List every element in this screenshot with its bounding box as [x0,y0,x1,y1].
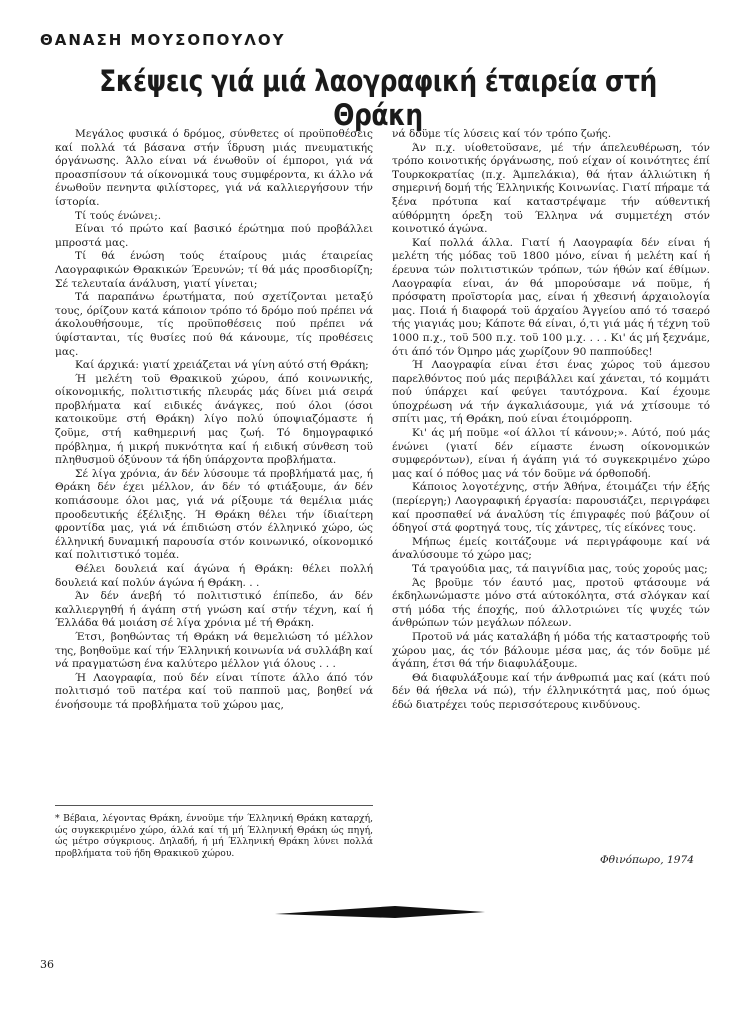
footnote-divider [55,805,373,806]
paragraph: Ή Λαογραφία, πού δέν είναι τίποτε άλλο άπό τόν πολιτισμό τοϋ πατέρα καί τοϋ παπποϋ μας, βοηθεί νά ένοήσουμε τά προβλήματα τοϋ χώρου μας, [55,671,373,711]
footnote: * Βέβαια, λέγοντας Θράκη, έννοϋμε τήν Έλληνική Θράκη καταρχή, ώς συγκεκριμένο χώρο, άλλά καί τή μή Έλληνική Θράκη ώς πηγή, ώς μέτρο σύγκριους. Δηλαδή, ή μή Έλληνική Θράκη λύνει πολλά προβλήματα τοϋ ήδη Θρακικοϋ χώρου. [55,813,373,859]
paragraph: Θέλει δουλειά καί άγώνα ή Θράκη: θέλει πολλή δουλειά καί πολύν άγώνα ή Θράκη. . . [55,563,373,589]
paragraph: Προτοϋ νά μάς καταλάβη ή μόδα τής καταστροφής τοϋ χώρου μας, άς τόν βάλουμε μέσα μας, άς τόν δοϋμε μέ άγάπη, έτσι θά τήν διαφυλάξουμε. [392,630,710,671]
paragraph: Μήπως έμείς κοιτάζουμε νά περιγράφουμε καί νά άναλύσουμε τό χώρο μας; [392,535,710,562]
left-column [55,128,373,713]
paragraph: Άν π.χ. υίοθετοϋσανε, μέ τήν άπελευθέρωση, τόν τρόπο κοινοτικής όργάνωσης, πού είχαν οί κοινότητες έπί Τουρκοκρατίας (π.χ. Άμπελάκια), θά ήταν άλλιώτικη ή σημερινή δομή τής Έλληνικής Κοινωνίας. Γιατί πήραμε τά ξένα πρότυπα καί καταστρέψαμε τήν αύθεντική αύθόρμητη όρεξη τοϋ Έλληνα νά συμμετέχη στόν κοινοτικό άγώνα. [392,141,710,236]
paragraph: Καί άρχικά: γιατί χρειάζεται νά γίνη αύτό στή Θράκη; [75,359,369,372]
paragraph: Σέ λίγα χρόνια, άν δέν λύσουμε τά προβλήματά μας, ή Θράκη δέν έχει μέλλον, άν δέν τό φτιάξουμε, άν δέν κοπιάσουμε όλοι μας, γιά νά ρίξουμε τά θεμέλια μιάς προοδευτικής έξέλιξης. Ή Θράκη θέλει τήν ίδιαίτερη φροντίδα μας, γιά νά έπιδιώση στόν έλληνικό χώρο, ώς έλληνική δυναμική παρουσία στόν κοινωνικό, οίκονομικό καί πολιτιστικό τομέα. [55,467,373,562]
paragraph: Κι' άς μή ποϋμε «οί άλλοι τί κάνουν;». Αύτό, πού μάς ένώνει (γιατί δέν είμαστε ένωση οίκονομικών συμφερόντων), είναι ή άγάπη γιά τό συγκεκριμένο χώρο μας καί ό πόθος μας νά τόν δοϋμε νά όρθοποδή. [392,427,710,480]
paragraph: Έτσι, βοηθώντας τή Θράκη νά θεμελιώση τό μέλλον της, βοηθοϋμε καί τήν Έλληνική κοινωνία νά συλλάβη καί νά πραγματώση ένα καλύτερο μέλλον γιά όλους . . . [55,630,373,671]
paragraph: Τά παραπάνω έρωτήματα, πού σχετίζονται μεταξύ τους, όρίζουν κατά κάποιον τρόπο τό δρόμο πού πρέπει νά άκολουθήσουμε, τίς προϋποθέσεις πού πρέπει νά ύφίστανται, τίς θυσίες πού θά κάνουμε, τίς προθέσεις μας. [55,291,373,358]
paragraph: Άς βροϋμε τόν έαυτό μας, προτοϋ φτάσουμε νά έκδηλωνώμαστε μόνο στά αύτοκόλητα, στά σλόγκαν καί στή μόδα τής έποχής, πού άλλοτριώνει τίς ψυχές τών άνθρώπων τών μεγάλων πόλεων. [392,576,710,630]
article-title: Σκέψεις γιά μιά λαογραφική έταιρεία στή Θράκη [99,64,657,132]
author-name: ΘΑΝΑΣΗ ΜΟΥΣΟΠΟΥΛΟΥ [40,31,286,49]
paragraph: Τί θά ένώση τούς έταίρους μιάς έταιρείας Λαογραφικών Θρακικών Έρευνών; τί θά μάς προσδιορίζη; Σέ τελευταία άνάλυση, γιατί γίνεται; [55,250,373,290]
paragraph: Θά διαφυλάξουμε καί τήν άνθρωπιά μας καί (κάτι πού δέν θά ήθελα νά πώ), τήν έλληνικότητά μας, πού όμως έδώ διατρέχει τούς περισσότερους κινδύνους. [392,671,710,711]
paragraph: Κάποιος λογοτέχνης, στήν Άθήνα, έτοιμάζει τήν έξής (περίεργη;) Λαογραφική έργασία: παρουσιάζει, περιγράφει καί προσπαθεί νά άναλύση τίς έπιγραφές πού βάζουν οί όδηγοί στά φορτηγά τους, τίς χάντρες, τίς είκόνες τους. [392,481,710,535]
paragraph: νά δοϋμε τίς λύσεις καί τόν τρόπο ζωής. [392,128,612,140]
right-column [392,128,710,713]
paragraph: Άν δέν άνεβή τό πολιτιστικό έπίπεδο, άν δέν καλλιεργηθή ή άγάπη στή γνώση καί στήν τέχνη, καί ή Έλλάδα θά μοιάση σέ λίγα χρόνια μέ τή Θράκη. [55,590,373,630]
paragraph: Τί τούς ένώνει;. [75,209,162,222]
paragraph: Ή μελέτη τοϋ Θρακικοϋ χώρου, άπό κοινωνικής, οίκονομικής, πολιτιστικής πλευράς μάς δίνει μιά σειρά προβλήματα καί ειδικές άνάγκες, πού όλοι (όσοι κατοικοϋμε στή Θράκη) λίγο πολύ ύποψιαζόμαστε ή ζοϋμε, στή καθημερινή μας ζωή. Τό δημογραφικό πρόβλημα, ή μικρή πυκνότητα καί ή ειδική σύνθεση τοϋ πληθυσμοϋ όξύνουν τά ήδη ύπάρχοντα προβλήματα. [55,372,373,467]
paragraph: Μεγάλος φυσικά ό δρόμος, σύνθετες οί προϋποθέσεις καί πολλά τά βάσανα στήν ΐδρυση μιάς πνευματικής όργάνωσης. Άλλο είναι νά ένωθοϋν οί έμποροι, γιά νά προασπίσουν τά οίκονομικά τους συμφέροντα, κι άλλο νά ένωθοϋν πενηντα φιλίστορες, γιά νά καλλιεργήσουν τήν ίστορία. [55,128,373,208]
paragraph: Καί πολλά άλλα. Γιατί ή Λαογραφία δέν είναι ή μελέτη τής μόδας τοϋ 1800 μόνο, είναι ή μελέτη καί ή έρευνα τών πολιτιστικών τρόπων, τών ήθών καί έθίμων. Λαογραφία είναι, άν θά μπορούσαμε νά ποϋμε, ή πρόσφατη προϊστορία μας, είναι ή χθεσινή άρχαιολογία μας. Ποιά ή διαφορά τοϋ άρχαίου Άγγείου από τό τσαερό τής γιαγιάς μου; Κάποτε θά είναι, ό,τι γιά μάς ή τέχνη τοϋ 1000 π.χ., τοϋ 500 π.χ. τοϋ 100 μ.χ. . . . Κι' άς μή ξεχνάμε, ότι άπό τόν Όμηρο μάς χωρίζουν 90 παππούδες! [392,236,710,358]
signoff-date: Φθινόπωρο, 1974 [600,854,694,866]
paragraph: Τά τραγούδια μας, τά παιγνίδια μας, τούς χορούς μας; [412,563,708,575]
page-number: 36 [40,958,54,971]
paragraph: Είναι τό πρώτο καί βασικό έρώτημα πού προβάλλει μπροστά μας. [55,223,373,249]
paragraph: Ή Λαογραφία είναι έτσι ένας χώρος τοϋ άμεσου παρελθόντος πού μάς περιβάλλει καί χάνεται, τό κομμάτι πού ύπάρχει καί φεύγει ταυτόχρονα. Καί έχουμε ύποχρέωση νά τήν άγκαλιάσουμε, γιά νά χτίσουμε τό σπίτι μας, τή Θράκη, πού είναι έτοιμόρροπη. [392,359,710,426]
closing-ornament [275,905,485,919]
